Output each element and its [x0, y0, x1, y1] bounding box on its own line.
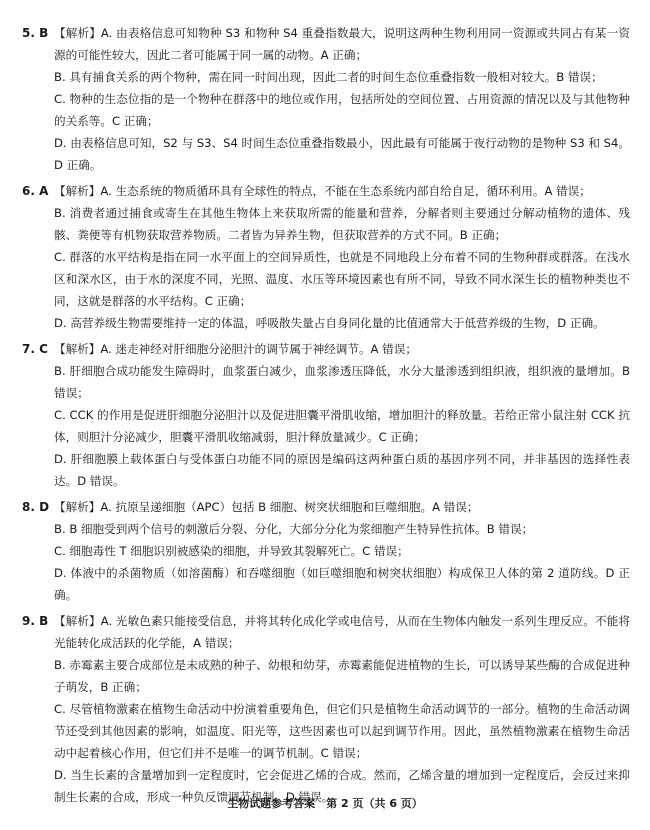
question-paragraph: D. 当生长素的含量增加到一定程度时，它会促进乙烯的合成。然而，乙烯含量的增加到一定程度后，会反过来抑制生长素的合成，形成一种负反馈调节机制。D 错误。: [54, 768, 630, 804]
question-8: [22, 496, 630, 606]
question-paragraph: B. 肝细胞合成功能发生障碍时，血浆蛋白减少，血浆渗透压降低，水分大量渗透到组织液，组织液的量增加。B 错误；: [54, 364, 630, 400]
question-5: [22, 22, 630, 176]
question-paragraph: C. CCK 的作用是促进肝细胞分泌胆汁以及促进胆囊平滑肌收缩，增加胆汁的释放量。若给正常小鼠注射 CCK 抗体，则胆汁分泌减少，胆囊平滑肌收缩减弱，胆汁释放量减少。C 正确；: [54, 408, 630, 444]
question-paragraph: B. 消费者通过捕食或寄生在其他生物体上来获取所需的能量和营养，分解者则主要通过分解动植物的遗体、残骸、粪便等有机物获取营养物质。二者皆为异养生物，但获取营养的方式不同。B 正确；: [54, 206, 630, 242]
question-paragraph: 【解析】A. 生态系统的物质循环具有全球性的特点，不能在生态系统内部自给自足，循环利用。A 错误；: [54, 184, 591, 198]
question-paragraph: C. 尽管植物激素在植物生命活动中扮演着重要角色，但它们只是植物生命活动调节的一部分。植物的生命活动调节还受到其他因素的影响，如温度、阳光等，这些因素也可以起到调节作用。因此，虽然植物激素在植物生命活动中起着核心作用，但它们并不是唯一的调节机制。C 错误；: [54, 702, 630, 760]
question-paragraph: D. 肝细胞膜上载体蛋白与受体蛋白功能不同的原因是编码这两种蛋白质的基因序列不同，并非基因的选择性表达。D 错误。: [54, 452, 630, 488]
question-number: 5. B: [22, 26, 49, 40]
question-paragraph: 【解析】A. 光敏色素只能接受信息，并将其转化成化学或电信号，从而在生物体内触发一系列生理反应。不能将光能转化成活跃的化学能，A 错误；: [54, 614, 630, 650]
question-paragraph: 【解析】A. 由表格信息可知物种 S3 和物种 S4 重叠指数最大，说明这两种生物利用同一资源或共同占有某一资源的可能性较大，因此二者可能属于同一属的动物。A 正确；: [54, 26, 630, 62]
question-paragraph: D. 由表格信息可知，S2 与 S3、S4 时间生态位重叠指数最小，因此最有可能属于夜行动物的是物种 S3 和 S4。D 正确。: [54, 136, 630, 172]
question-number: 7. C: [22, 342, 48, 356]
question-paragraph: B. 具有捕食关系的两个物种，需在同一时间出现，因此二者的时间生态位重叠指数一般相对较大。B 错误；: [54, 70, 603, 84]
question-paragraph: D. 体液中的杀菌物质（如溶菌酶）和吞噬细胞（如巨噬细胞和树突状细胞）构成保卫人体的第 2 道防线。D 正确。: [54, 566, 630, 602]
question-number: 8. D: [22, 500, 50, 514]
question-paragraph: C. 细胞毒性 T 细胞识别被感染的细胞，并导致其裂解死亡。C 错误；: [54, 544, 409, 558]
question-number: 6. A: [22, 184, 49, 198]
question-paragraph: D. 高营养级生物需要维持一定的体温，呼吸散失量占自身同化量的比值通常大于低营养级的生物，D 正确。: [54, 316, 605, 330]
question-7: [22, 338, 630, 492]
page-footer: 生物试题参考答案 第 2 页（共 6 页）: [227, 797, 423, 810]
question-paragraph: B. 赤霉素主要合成部位是未成熟的种子、幼根和幼芽，赤霉素能促进植物的生长，可以诱导某些酶的合成促进种子萌发，B 正确；: [54, 658, 630, 694]
question-paragraph: C. 群落的水平结构是指在同一水平面上的空间异质性，也就是不同地段上分布着不同的生物种群或群落。在浅水区和深水区，由于水的深度不同，光照、温度、水压等环境因素也有所不同，导致不同水深生长的植物种类也不同，这就是群落的水平结构。C 正确；: [54, 250, 630, 308]
question-number: 9. B: [22, 614, 49, 628]
question-paragraph: C. 物种的生态位指的是一个物种在群落中的地位或作用，包括所处的空间位置、占用资源的情况以及与其他物种的关系等。C 正确；: [54, 92, 630, 128]
question-9: [22, 610, 630, 808]
question-6: [22, 180, 630, 334]
answer-content: [22, 22, 630, 812]
question-paragraph: 【解析】A. 迷走神经对肝细胞分泌胆汁的调节属于神经调节。A 错误；: [54, 342, 417, 356]
question-paragraph: B. B 细胞受到两个信号的刺激后分裂、分化，大部分分化为浆细胞产生特异性抗体。B 错误；: [54, 522, 534, 536]
question-paragraph: 【解析】A. 抗原呈递细胞（APC）包括 B 细胞、树突状细胞和巨噬细胞。A 错误；: [54, 500, 479, 514]
